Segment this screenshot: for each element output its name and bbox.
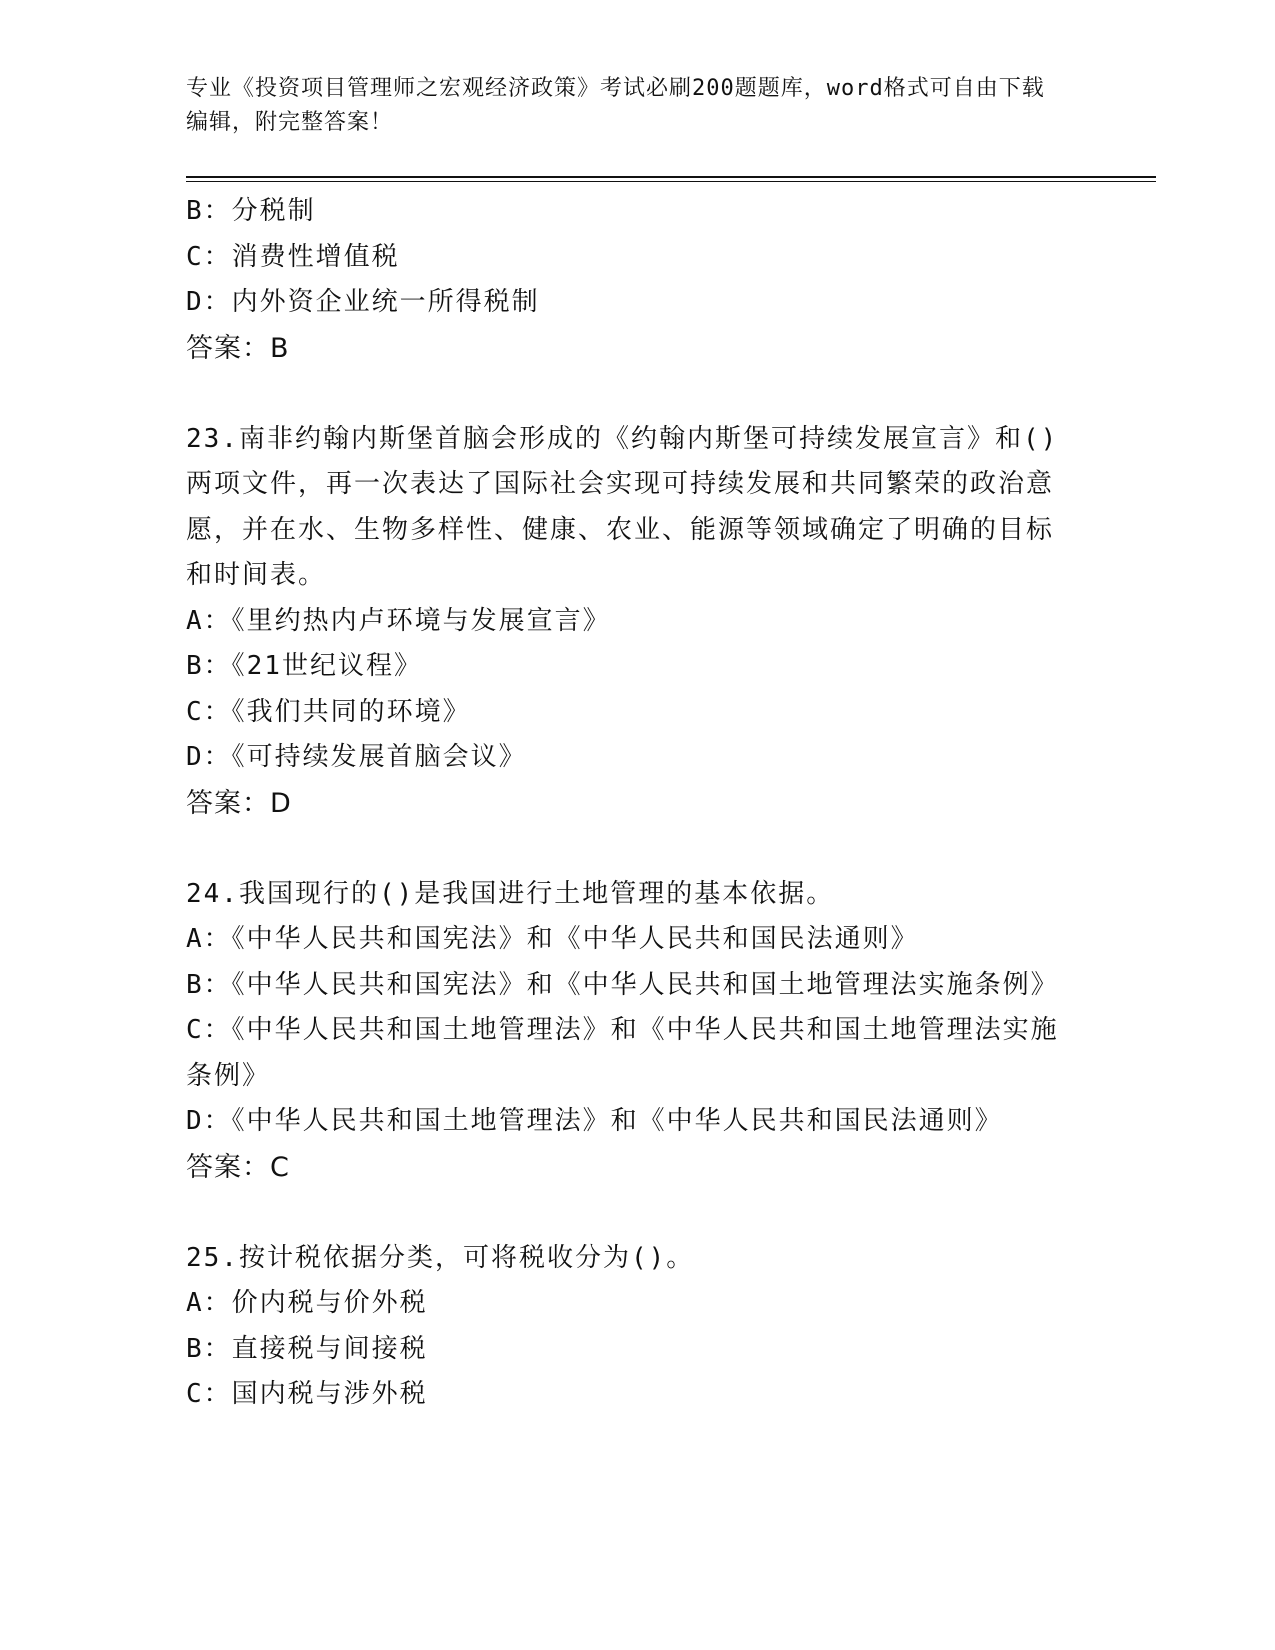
option-c: C：消费性增值税	[186, 241, 400, 272]
question-stem: 23.南非约翰内斯堡首脑会形成的《约翰内斯堡可持续发展宣言》和()两项文件，再一次表达了国际社会实现可持续发展和共同繁荣的政治意愿，并在水、生物多样性、健康、农业、能源等领域确定了明确的目标和时间表。	[186, 423, 1059, 590]
header-divider-thick	[186, 176, 1156, 178]
option-c: C：《我们共同的环境》	[186, 696, 471, 727]
document-body	[186, 189, 1066, 1418]
option-c: C：《中华人民共和国土地管理法》和《中华人民共和国土地管理法实施条例》	[186, 1015, 1059, 1091]
answer: 答案：B	[186, 332, 290, 364]
document-header: 专业《投资项目管理师之宏观经济政策》考试必刷200题题库，word格式可自由下载编辑，附完整答案！	[186, 76, 1045, 135]
option-b: B：《21世纪议程》	[186, 651, 422, 681]
header-divider-thin	[186, 181, 1156, 182]
option-b: B：直接税与间接税	[186, 1333, 428, 1364]
option-d: D：《可持续发展首脑会议》	[186, 742, 527, 772]
option-b: B：分税制	[186, 196, 316, 226]
spacer	[186, 826, 1066, 872]
spacer	[186, 371, 1066, 417]
option-a: A：《中华人民共和国宪法》和《中华人民共和国民法通则》	[186, 924, 919, 954]
question-stem: 25.按计税依据分类，可将税收分为()。	[186, 1242, 695, 1273]
answer: 答案：D	[186, 787, 292, 819]
option-a: A：价内税与价外税	[186, 1288, 428, 1318]
option-d: D：《中华人民共和国土地管理法》和《中华人民共和国民法通则》	[186, 1106, 1003, 1136]
option-c: C：国内税与涉外税	[186, 1379, 428, 1409]
spacer	[186, 1190, 1066, 1236]
option-a: A：《里约热内卢环境与发展宣言》	[186, 605, 611, 636]
option-b: B：《中华人民共和国宪法》和《中华人民共和国土地管理法实施条例》	[186, 969, 1059, 1000]
answer: 答案：C	[186, 1151, 290, 1183]
question-stem: 24.我国现行的()是我国进行土地管理的基本依据。	[186, 878, 835, 909]
option-d: D：内外资企业统一所得税制	[186, 287, 540, 317]
